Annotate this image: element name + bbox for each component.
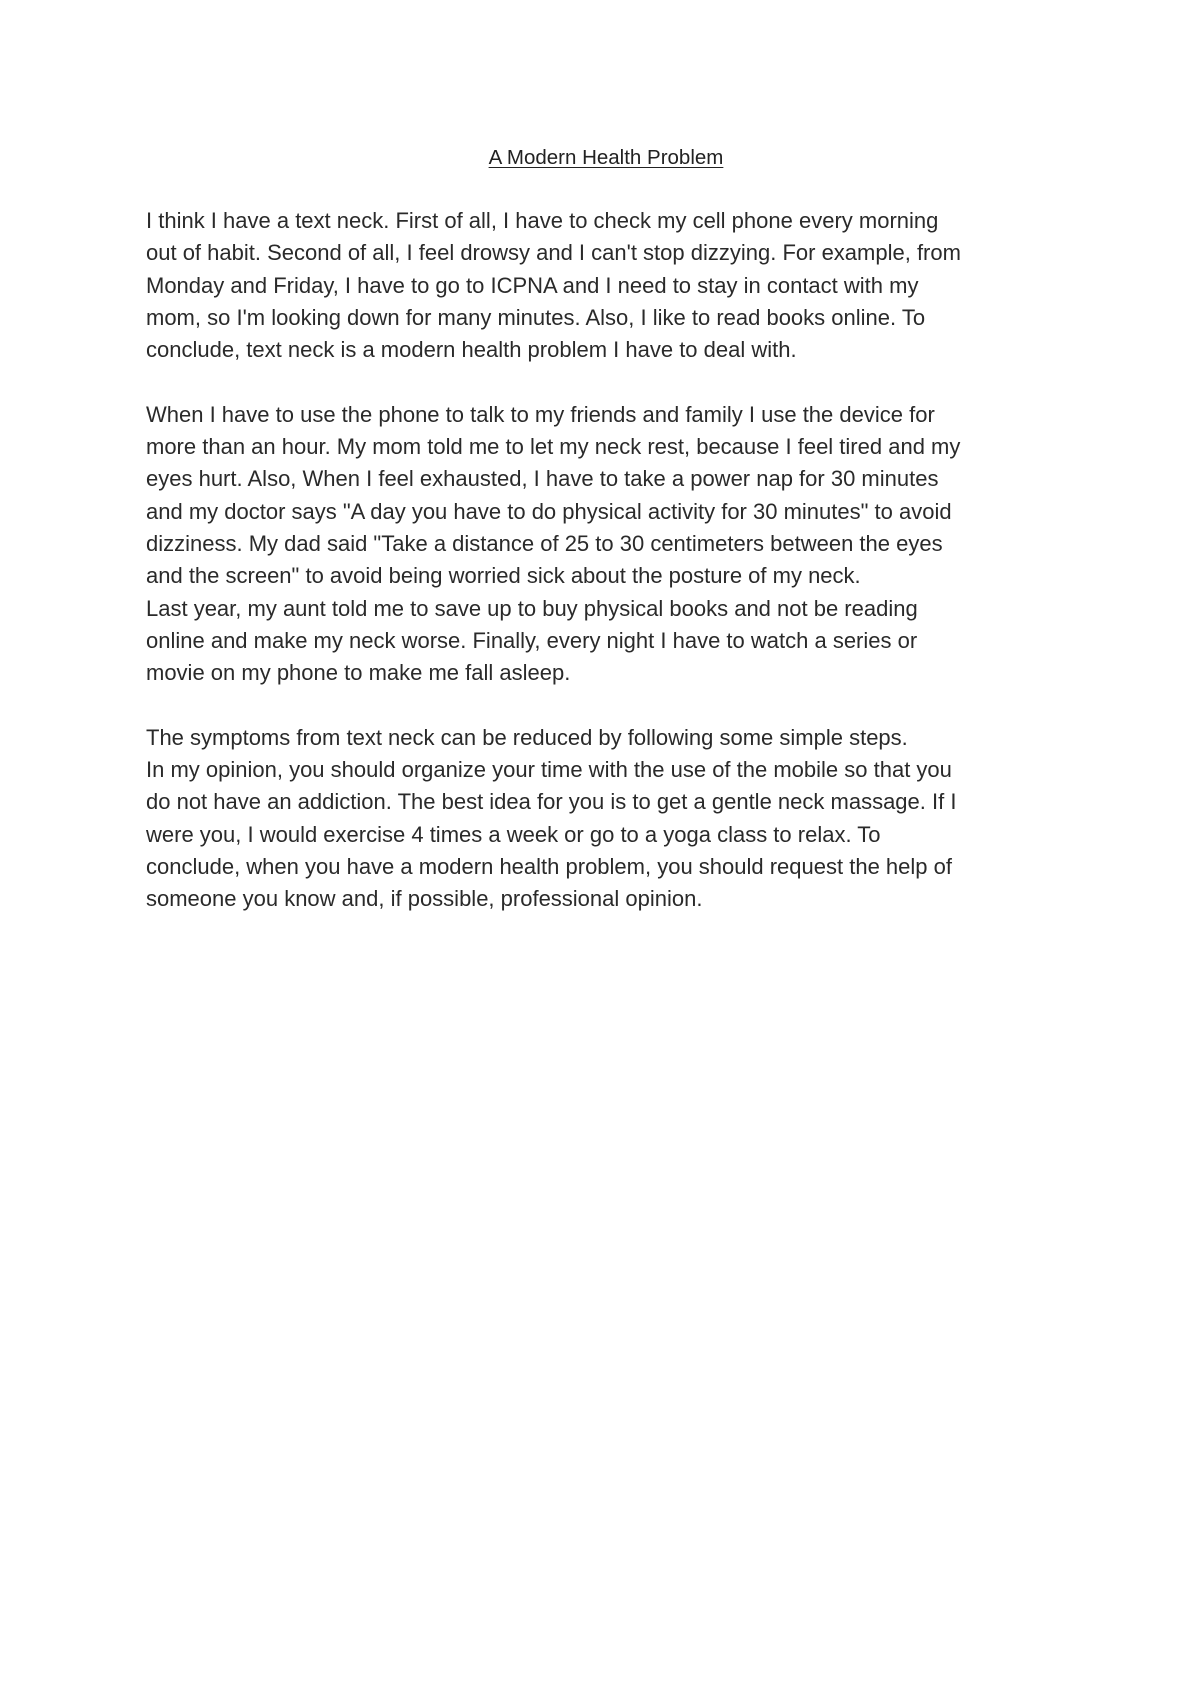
text-line: out of habit. Second of all, I feel drowsy and I can't stop dizzying. For example, from bbox=[146, 240, 961, 266]
text-line: dizziness. My dad said "Take a distance of 25 to 30 centimeters between the eyes bbox=[146, 530, 943, 556]
paragraph-3 bbox=[146, 722, 1076, 916]
paragraph-gap bbox=[146, 366, 1076, 398]
text-line: Monday and Friday, I have to go to ICPNA and I need to stay in contact with my bbox=[146, 272, 919, 298]
text-line: Last year, my aunt told me to save up to buy physical books and not be reading bbox=[146, 595, 918, 621]
paragraph-gap bbox=[146, 689, 1076, 721]
text-line: I think I have a text neck. First of all, I have to check my cell phone every morning bbox=[146, 208, 939, 233]
text-line: When I have to use the phone to talk to my friends and family I use the device for bbox=[146, 401, 935, 427]
text-line: conclude, when you have a modern health problem, you should request the help of bbox=[146, 853, 952, 879]
paragraph-1 bbox=[146, 205, 1076, 366]
text-line: were you, I would exercise 4 times a week or go to a yoga class to relax. To bbox=[146, 821, 881, 847]
text-line: movie on my phone to make me fall asleep. bbox=[146, 660, 571, 686]
text-line: and my doctor says "A day you have to do physical activity for 30 minutes" to avoid bbox=[146, 498, 952, 524]
document-body bbox=[146, 205, 1076, 916]
text-line: In my opinion, you should organize your time with the use of the mobile so that you bbox=[146, 757, 952, 783]
text-line: and the screen" to avoid being worried sick about the posture of my neck. bbox=[146, 563, 861, 589]
text-line: do not have an addiction. The best idea for you is to get a gentle neck massage. If I bbox=[146, 789, 957, 815]
paragraph-2 bbox=[146, 399, 1076, 690]
text-line: online and make my neck worse. Finally, every night I have to watch a series or bbox=[146, 627, 918, 653]
document-title: A Modern Health Problem bbox=[488, 146, 724, 169]
text-line: someone you know and, if possible, professional opinion. bbox=[146, 886, 703, 912]
text-line: The symptoms from text neck can be reduced by following some simple steps. bbox=[146, 724, 908, 750]
text-line: mom, so I'm looking down for many minutes. Also, I like to read books online. To bbox=[146, 304, 926, 330]
text-line: eyes hurt. Also, When I feel exhausted, I have to take a power nap for 30 minutes bbox=[146, 466, 939, 492]
text-line: conclude, text neck is a modern health problem I have to deal with. bbox=[146, 337, 797, 363]
text-line: more than an hour. My mom told me to let my neck rest, because I feel tired and my bbox=[146, 434, 961, 460]
